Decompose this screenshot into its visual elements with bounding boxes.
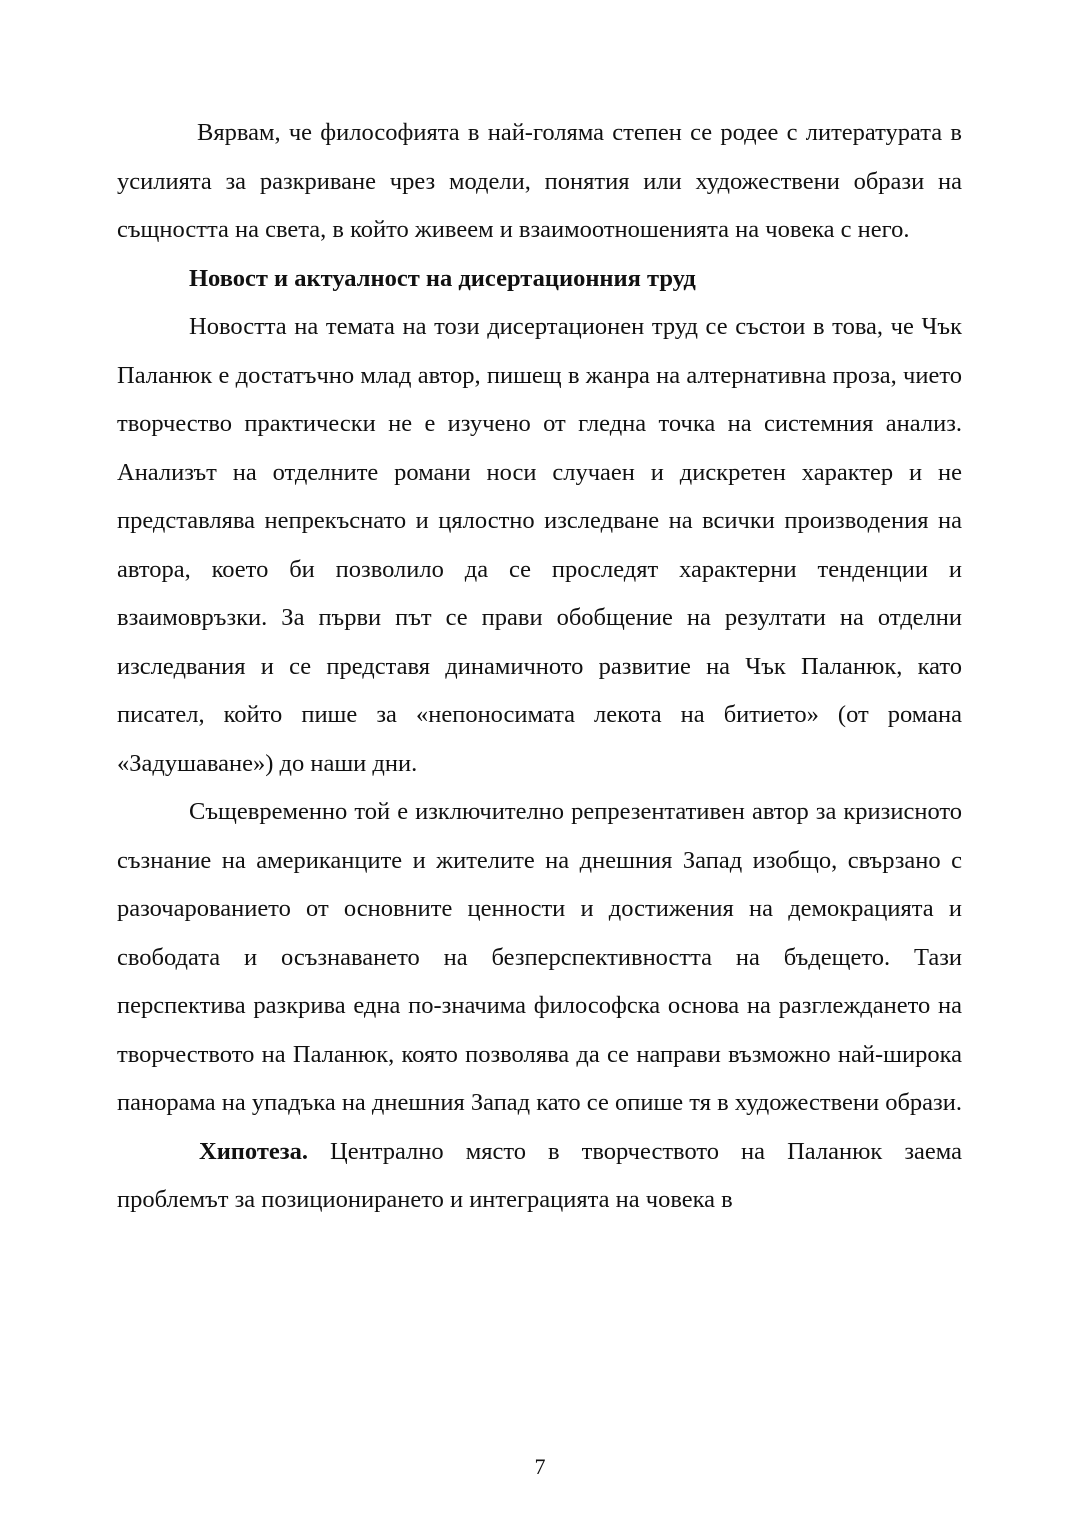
hypothesis-text: Централно място в творчеството на Паланюк заема проблемът за позиционирането и интеграцията на човека в — [117, 1137, 962, 1213]
paragraph-novelty: Новостта на темата на този дисертационен труд се състои в това, че Чък Паланюк е достатъчно млад автор, пишещ в жанра на алтернативна проза, чието творчество практически не е изучено от гледна точка на системния анализ. Анализът на отделните романи носи случаен и дискретен характер и не представлява непрекъснато и цялостно изследване на всички производения на автора, което би позволило да се проследят характерни тенденции и взаимовръзки. За първи път се прави обобщение на резултати на отделни изследвания и се представя динамичното развитие на Чък Паланюк, като писател, който пише за «непоносимата лекота на битието» (от романа «Задушаване») до наши дни. — [117, 313, 962, 777]
paragraph-hypothesis — [117, 1128, 962, 1225]
document-page — [117, 109, 962, 1225]
section-heading-novelty: Новост и актуалност на дисертационния труд — [189, 264, 696, 292]
paragraph-intro: Вярвам, че философията в най-голяма степен се родее с литературата в усилията за разкриване чрез модели, понятия или художествени образи на същността на света, в който живеем и взаимоотношенията на човека с него. — [117, 119, 962, 243]
paragraph-crisis: Същевременно той е изключително репрезентативен автор за кризисното съзнание на американците и жителите на днешния Запад изобщо, свързано с разочарованието от основните ценности и достижения на демокрацията и свободата и осъзнаването на безперспективността на бъдещето. Тази перспектива разкрива една по-значима философска основа на разглеждането на творчеството на Паланюк, която позволява да се направи възможно най-широка панорама на упадъка на днешния Запад като се опише тя в художествени образи. — [117, 798, 962, 1116]
page-number: 7 — [534, 1454, 546, 1479]
hypothesis-label: Хипотеза. — [199, 1137, 308, 1165]
